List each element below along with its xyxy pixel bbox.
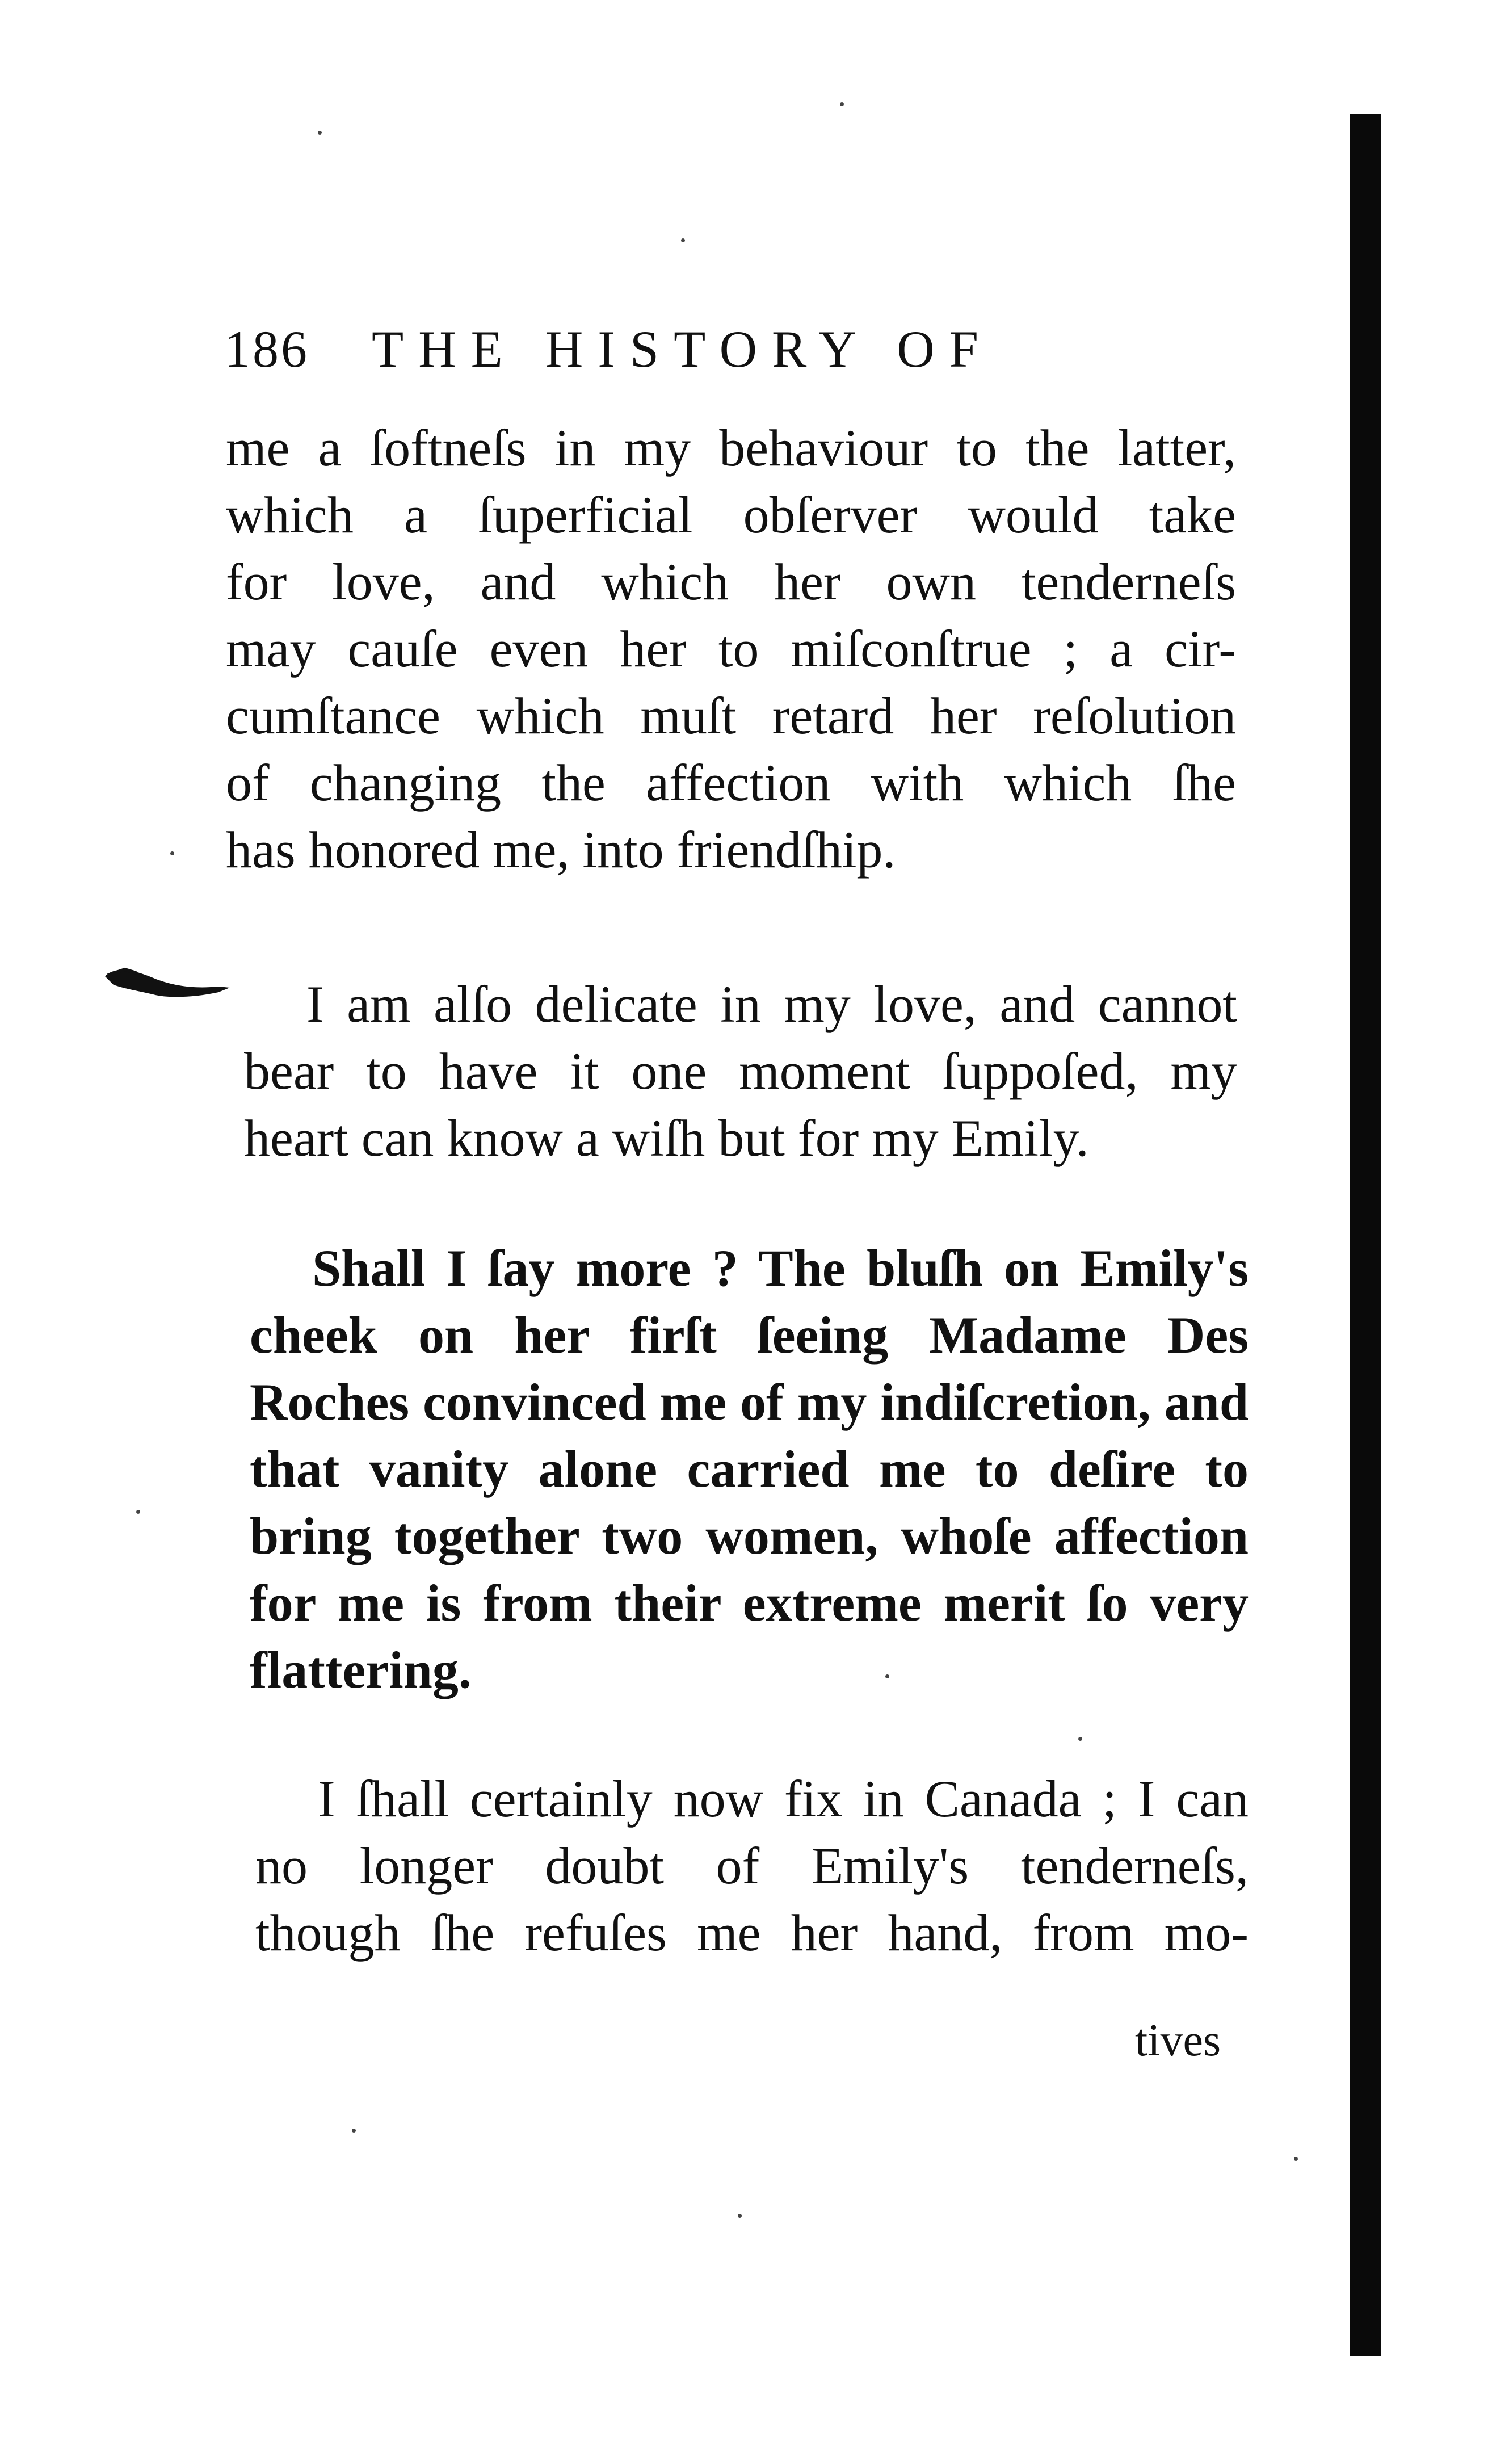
text-line: may cauſe even her to miſconſtrue ; a cir-	[226, 620, 1236, 678]
running-header	[224, 318, 1132, 380]
paragraph-1	[226, 414, 1236, 883]
speck	[170, 851, 174, 855]
speck	[1078, 1737, 1082, 1741]
text-line: bring together two women, whoſe affection	[250, 1507, 1249, 1565]
text-line: I am alſo delicate in my love, and cannot	[306, 975, 1237, 1033]
text-line: I ſhall certainly now fix in Canada ; I can	[318, 1770, 1249, 1828]
text-line: bear to have it one moment ſuppoſed, my	[244, 1042, 1237, 1100]
text-line: heart can know a wiſh but for my Emily.	[244, 1109, 1089, 1167]
speck	[136, 1510, 140, 1514]
pointing-hand-icon	[102, 959, 233, 1013]
page-number: 186	[224, 320, 309, 378]
paragraph-2	[244, 971, 1237, 1172]
text-line: that vanity alone carried me to deſire to	[250, 1440, 1249, 1498]
text-line: for love, and which her own tenderneſs	[226, 553, 1236, 611]
text-line: Shall I ſay more ? The bluſh on Emily's	[312, 1239, 1249, 1297]
speck	[840, 102, 844, 106]
paragraph-4	[255, 1765, 1249, 1966]
speck	[738, 2214, 742, 2218]
text-line: which a ſuperficial obſerver would take	[226, 486, 1236, 544]
text-line: cumſtance which muſt retard her reſolution	[226, 687, 1236, 745]
catchword: tives	[1135, 2016, 1221, 2066]
text-line: has honored me, into friendſhip.	[226, 821, 896, 879]
speck	[681, 238, 685, 242]
text-line: no longer doubt of Emily's tenderneſs,	[255, 1837, 1249, 1895]
speck	[885, 1674, 889, 1678]
text-line: though ſhe refuſes me her hand, from mo-	[255, 1904, 1249, 1962]
text-line: flattering.	[250, 1641, 472, 1699]
speck	[318, 131, 322, 135]
speck	[1294, 2157, 1298, 2161]
running-title: THE HISTORY OF	[372, 320, 993, 378]
text-line: cheek on her firſt ſeeing Madame Des	[250, 1306, 1249, 1364]
text-line: Roches convinced me of my indiſcretion, and	[250, 1373, 1249, 1431]
speck	[352, 2129, 356, 2133]
paragraph-3	[250, 1235, 1249, 1703]
spine-bar	[1350, 114, 1381, 2356]
text-line: me a ſoftneſs in my behaviour to the latter,	[226, 419, 1236, 477]
text-line: for me is from their extreme merit ſo very	[250, 1574, 1249, 1632]
text-line: of changing the affection with which ſhe	[226, 754, 1236, 812]
